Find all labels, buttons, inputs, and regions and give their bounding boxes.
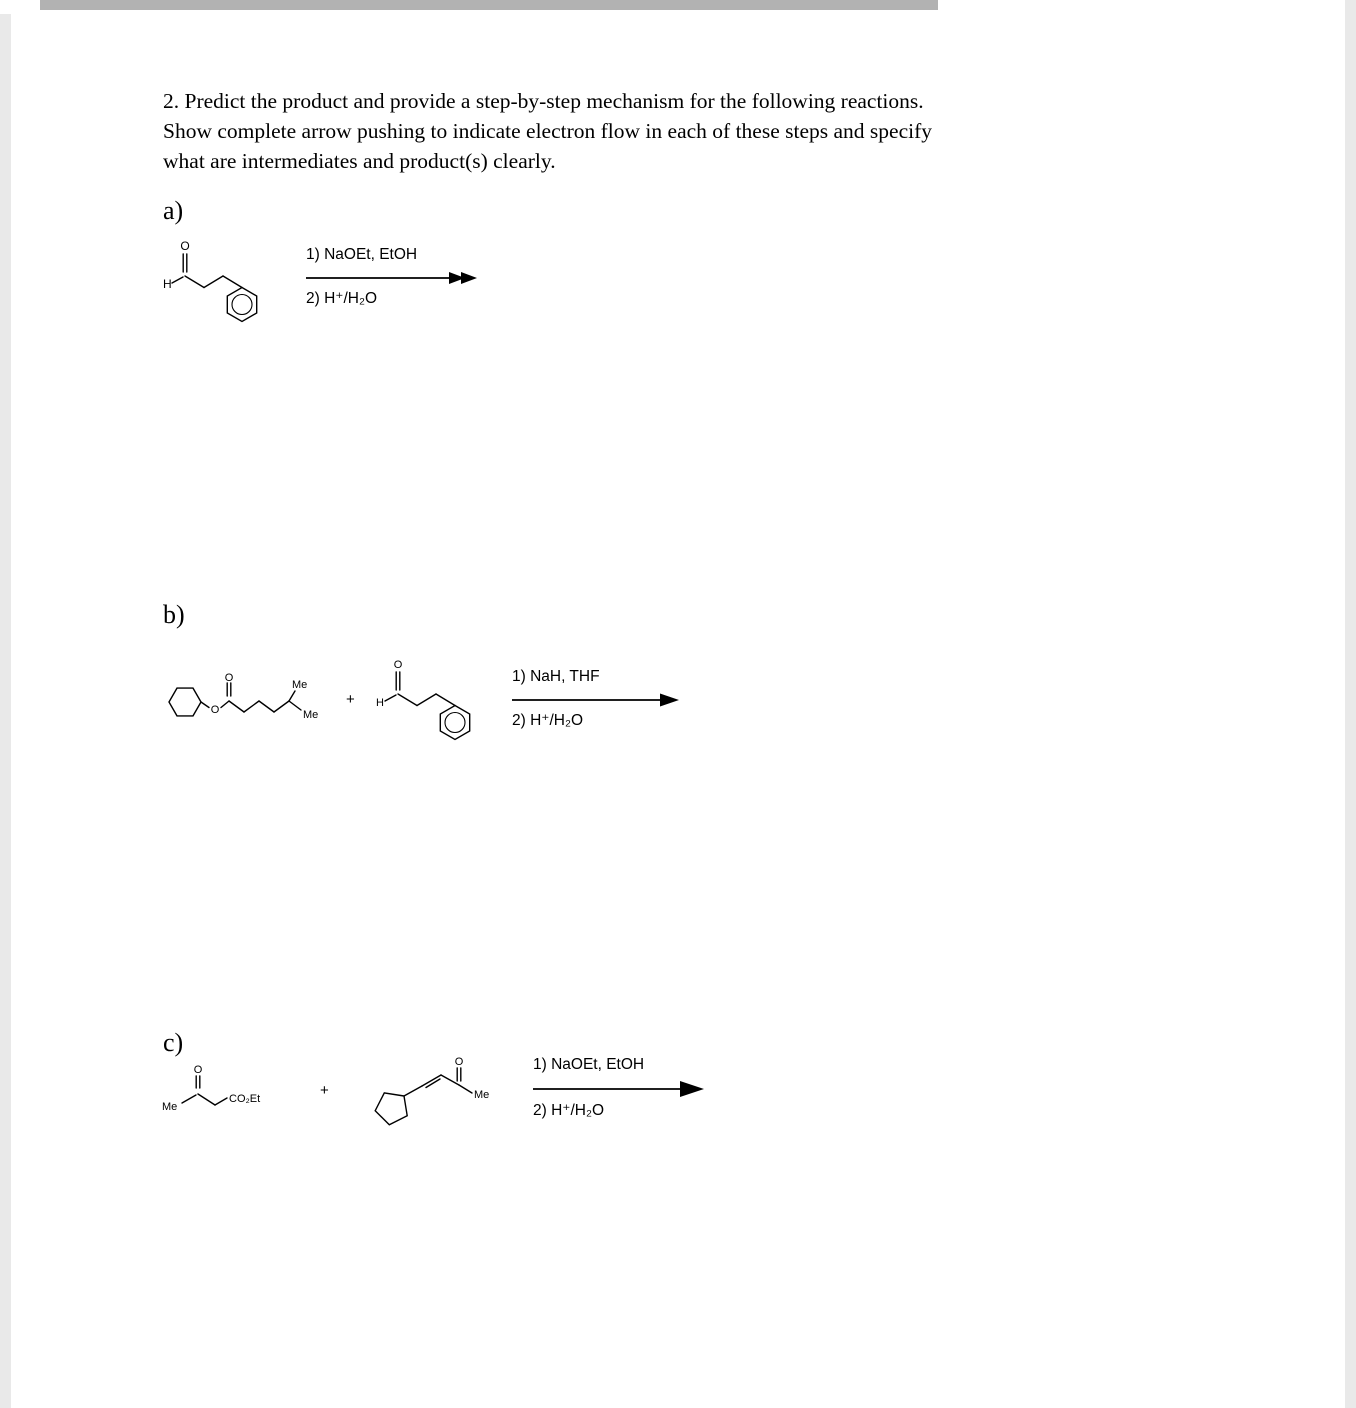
part-c-conditions: [533, 1056, 708, 1120]
plus-sign-b: +: [346, 691, 355, 708]
page-gutter-right: [1345, 0, 1356, 1408]
cyclohexane-ring: [169, 688, 201, 716]
question-line-2: Show complete arrow pushing to indicate electron flow in each of these steps and specify: [163, 119, 932, 143]
question-text: [163, 86, 1243, 176]
reaction-arrow: [533, 1080, 708, 1098]
group-label-co2et: CO₂Et: [229, 1093, 261, 1105]
aromatic-circle: [232, 295, 252, 315]
structure-3-phenylpropanal-b: [371, 656, 521, 751]
toolbar-remnant-bar: [40, 0, 938, 10]
structure-3-phenylpropanal-a: [158, 238, 308, 333]
part-b-conditions: [512, 668, 682, 730]
question-line-1: 2. Predict the product and provide a step-by-step mechanism for the following reactions.: [163, 89, 924, 113]
part-c-label: c): [163, 1028, 184, 1057]
bond-lines: [169, 683, 301, 716]
atom-label-me-top: Me: [292, 679, 308, 691]
reaction-arrow: [306, 270, 484, 286]
bond-lines: [375, 1068, 472, 1125]
atom-label-h: H: [376, 697, 384, 709]
conditions-step-1: 1) NaOEt, EtOH: [533, 1056, 645, 1073]
bond-lines: [172, 254, 257, 322]
atom-label-me-bottom: Me: [303, 709, 319, 721]
atom-label-o-ester: O: [210, 704, 220, 716]
atom-label-o-carbonyl: O: [224, 672, 234, 684]
structure-ethyl-acetoacetate: [158, 1064, 298, 1119]
conditions-step-1: 1) NaOEt, EtOH: [306, 246, 418, 263]
atom-label-h: H: [163, 277, 172, 291]
reaction-arrow: [512, 692, 682, 708]
part-b-label: b): [163, 600, 185, 629]
bond-lines: [385, 672, 470, 740]
atom-label-o: O: [393, 659, 403, 671]
atom-label-o: O: [180, 239, 190, 253]
atom-label-me: Me: [474, 1089, 490, 1101]
bond-lines: [182, 1076, 227, 1105]
atom-label-o: O: [193, 1064, 203, 1076]
aromatic-circle: [445, 713, 465, 733]
plus-sign-c: +: [320, 1082, 329, 1099]
conditions-step-2: 2) H⁺/H₂O: [533, 1102, 605, 1119]
part-a-conditions: [306, 246, 484, 308]
atom-label-o: O: [454, 1056, 464, 1068]
conditions-step-1: 1) NaH, THF: [512, 668, 600, 685]
cyclopentane-ring: [375, 1093, 407, 1125]
conditions-step-2: 2) H⁺/H₂O: [306, 290, 378, 307]
structure-cyclopentyl-enone: [366, 1046, 501, 1136]
structure-cyclohexyl-ester: [158, 672, 343, 732]
part-a-label: a): [163, 196, 184, 225]
question-line-3: what are intermediates and product(s) clearly.: [163, 149, 556, 173]
page-gutter-left: [0, 14, 11, 1408]
atom-label-me: Me: [162, 1101, 178, 1113]
conditions-step-2: 2) H⁺/H₂O: [512, 712, 584, 729]
